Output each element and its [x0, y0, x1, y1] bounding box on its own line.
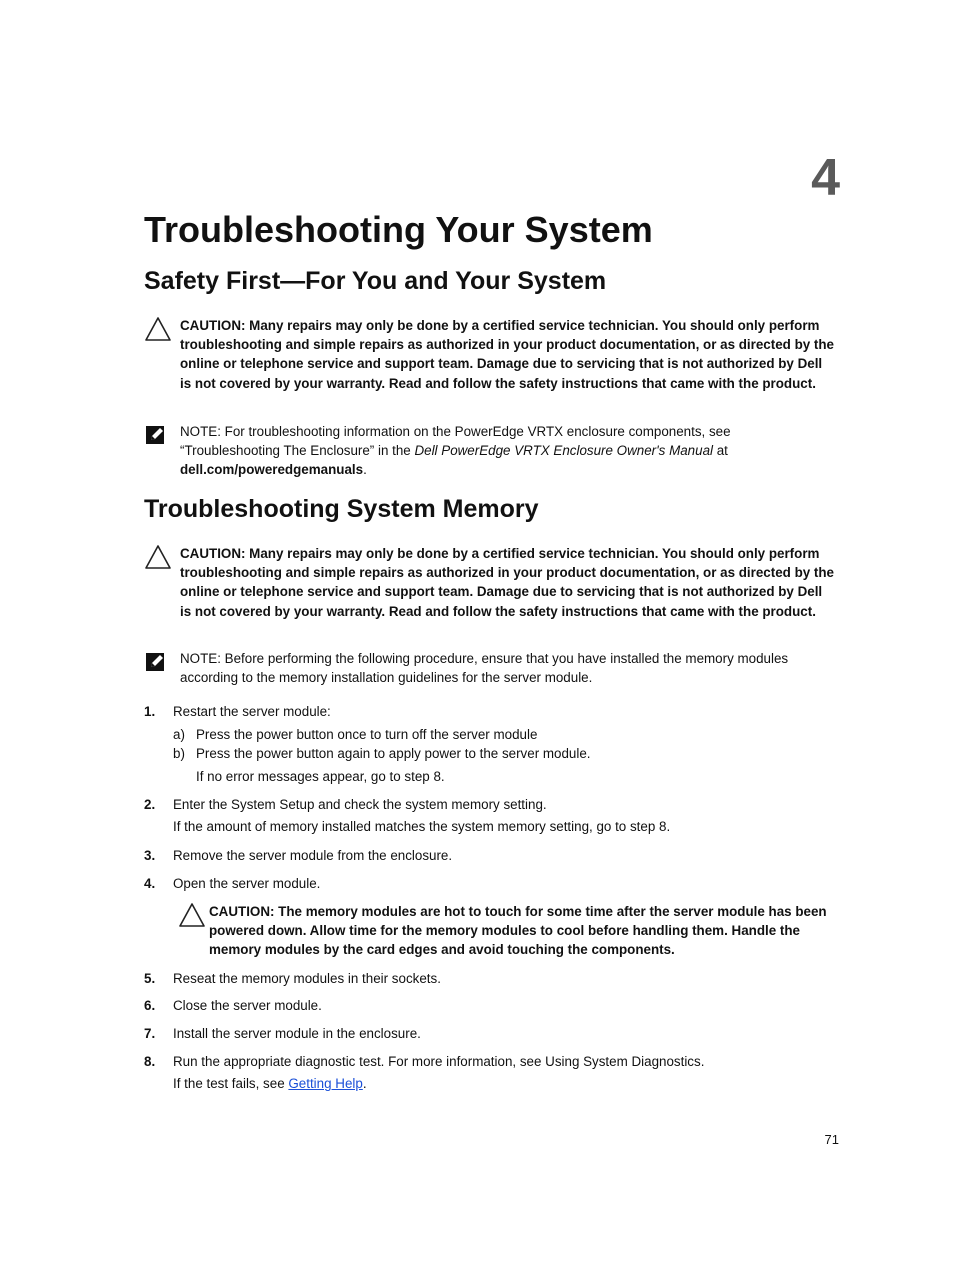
- step-text: Restart the server module:: [173, 704, 331, 719]
- section-heading-memory: Troubleshooting System Memory: [144, 495, 539, 523]
- substep-b: [173, 744, 834, 763]
- note-body-2: at: [713, 443, 728, 459]
- note-body: For troubleshooting information on the PowerEdge VRTX enclosure components, see “Troubleshooting The Enclosure” in the: [180, 424, 731, 459]
- step-note-end: .: [362, 1076, 367, 1091]
- note-body: Before performing the following procedure, ensure that you have installed the memory modules according to the memory installation guidelines for the server module.: [180, 651, 789, 686]
- substep-letter: a): [173, 727, 185, 742]
- step-text: Open the server module.: [173, 876, 321, 891]
- step-text: Install the server module in the enclosure.: [173, 1026, 421, 1041]
- step-5: [144, 969, 834, 988]
- note-pencil-icon: [145, 424, 167, 446]
- note-text: [180, 649, 834, 687]
- caution-notice-safety: [144, 316, 834, 393]
- step-text: Enter the System Setup and check the system memory setting.: [173, 797, 547, 812]
- step-7: [144, 1024, 834, 1043]
- step-number: 2.: [144, 797, 156, 812]
- caution-text: CAUTION: Many repairs may only be done by a certified service technician. You should only perform troubleshooting and simple repairs as authorized in your product documentation, or as directed by the online or telephone service and support team. Damage due to servicing that is not authorized by Dell is not covered by your warranty. Read and follow the safety instructions that came with the product.: [180, 546, 834, 619]
- note-notice-memory: [144, 649, 834, 687]
- chapter-number: 4: [811, 149, 840, 207]
- caution-notice-memory: [144, 544, 834, 621]
- step-text: Run the appropriate diagnostic test. For more information, see Using System Diagnostics.: [173, 1054, 705, 1069]
- step-number: 8.: [144, 1054, 156, 1069]
- step-2: [144, 795, 834, 836]
- step-number: 3.: [144, 848, 156, 863]
- note-end: .: [363, 462, 367, 478]
- caution-triangle-icon: [144, 316, 172, 342]
- substep-text: Press the power button once to turn off the server module: [196, 727, 538, 742]
- step-text: Remove the server module from the enclosure.: [173, 848, 453, 863]
- step-number: 6.: [144, 998, 156, 1013]
- step-note: If no error messages appear, go to step 8.: [196, 769, 445, 784]
- step-number: 7.: [144, 1026, 156, 1041]
- step-3: [144, 846, 834, 865]
- note-label: NOTE:: [180, 424, 221, 439]
- getting-help-link[interactable]: Getting Help: [288, 1076, 363, 1091]
- step-number: 1.: [144, 704, 156, 719]
- caution-notice-step-4: [178, 902, 834, 960]
- note-text: [180, 422, 834, 480]
- step-6: [144, 996, 834, 1015]
- section-heading-safety: Safety First—For You and Your System: [144, 267, 607, 295]
- step-text: Close the server module.: [173, 998, 322, 1013]
- step-note-text: If the test fails, see: [173, 1076, 289, 1091]
- substep-a: [173, 725, 834, 744]
- substep-letter: b): [173, 746, 185, 761]
- step-note: If the amount of memory installed matches the system memory setting, go to step 8.: [173, 819, 671, 834]
- step-4: [144, 874, 834, 893]
- caution-text: CAUTION: Many repairs may only be done by a certified service technician. You should only perform troubleshooting and simple repairs as authorized in your product documentation, or as directed by the online or telephone service and support team. Damage due to servicing that is not authorized by Dell is not covered by your warranty. Read and follow the safety instructions that came with the product.: [180, 318, 834, 391]
- step-note: [173, 1074, 834, 1093]
- step-number: 5.: [144, 971, 156, 986]
- step-text: Reseat the memory modules in their sockets.: [173, 971, 441, 986]
- caution-text: CAUTION: The memory modules are hot to touch for some time after the server module has been powered down. Allow time for the memory modules to cool before handling them. Handle the memory modules by the card edges and avoid touching the components.: [209, 904, 827, 958]
- note-manual-title: Dell PowerEdge VRTX Enclosure Owner's Manual: [414, 443, 713, 459]
- note-notice-safety: [144, 422, 834, 480]
- caution-triangle-icon: [178, 902, 206, 928]
- caution-triangle-icon: [144, 544, 172, 570]
- note-url: dell.com/poweredgemanuals: [180, 462, 364, 478]
- page-title: Troubleshooting Your System: [144, 209, 653, 250]
- page-number: 71: [824, 1132, 839, 1147]
- note-pencil-icon: [145, 651, 167, 673]
- substep-text: Press the power button again to apply power to the server module.: [196, 746, 591, 761]
- note-label: NOTE:: [180, 651, 221, 666]
- step-1: [144, 702, 834, 786]
- step-8: [144, 1052, 834, 1093]
- step-number: 4.: [144, 876, 156, 891]
